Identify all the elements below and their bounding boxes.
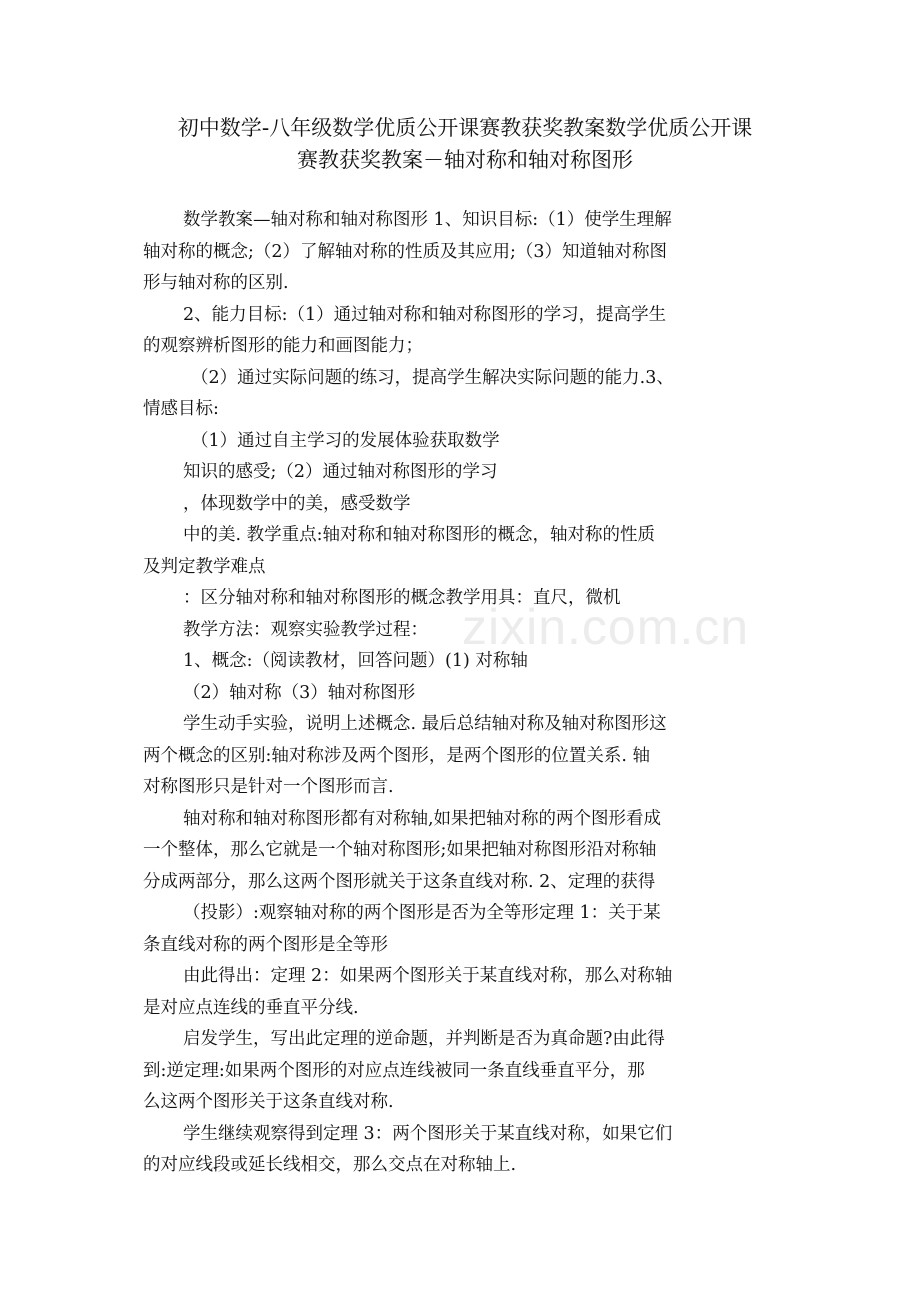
text-line: 条直线对称的两个图形是全等形 <box>143 934 388 955</box>
text-line: 2、能力目标:（1）通过轴对称和轴对称图形的学习，提高学生 <box>183 304 667 325</box>
text-line: 情感目标: <box>143 399 219 419</box>
text-line: 教学方法：观察实验教学过程： <box>183 619 428 640</box>
title-line-2: 赛教获奖教案－轴对称和轴对称图形 <box>297 148 633 172</box>
text-line: 两个概念的区别:轴对称涉及两个图形，是两个图形的位置关系. 轴 <box>143 745 651 766</box>
paragraph <box>143 426 788 710</box>
paragraph <box>143 205 788 300</box>
text-line: 么这两个图形关于这条直线对称. <box>143 1092 394 1112</box>
text-line: 启发学生，写出此定理的逆命题，并判断是否为真命题?由此得 <box>183 1029 665 1049</box>
document-title <box>140 112 790 176</box>
document-body <box>143 205 788 1182</box>
paragraph <box>143 1119 788 1182</box>
text-line: 轴对称和轴对称图形都有对称轴,如果把轴对称的两个图形看成 <box>183 808 662 829</box>
text-line: 学生动手实验，说明上述概念. 最后总结轴对称及轴对称图形这 <box>183 714 667 734</box>
paragraph <box>143 709 788 804</box>
text-line: 及判定教学难点 <box>143 556 266 577</box>
text-line: 由此得出：定理 2：如果两个图形关于某直线对称，那么对称轴 <box>183 966 673 986</box>
text-line: （2）轴对称（3）轴对称图形 <box>183 682 416 703</box>
text-line: 1、概念:（阅读教材，回答问题）(1) 对称轴 <box>183 651 528 671</box>
text-line: 数学教案—轴对称和轴对称图形 1、知识目标:（1）使学生理解 <box>183 210 672 230</box>
paragraph <box>143 1024 788 1119</box>
text-line: （投影）:观察轴对称的两个图形是否为全等形定理 1：关于某 <box>183 903 661 923</box>
paragraph <box>143 300 788 363</box>
text-line: 形与轴对称的区别. <box>143 273 289 293</box>
text-line: 一个整体，那么它就是一个轴对称图形;如果把轴对称图形沿对称轴 <box>143 840 657 860</box>
text-line: 分成两部分，那么这两个图形就关于这条直线对称. 2、定理的获得 <box>143 871 656 892</box>
paragraph <box>143 961 788 1024</box>
paragraph <box>143 804 788 962</box>
text-line: 知识的感受;（2）通过轴对称图形的学习 <box>183 462 498 482</box>
text-line: （2）通过实际问题的练习，提高学生解决实际问题的能力.3、 <box>191 367 674 388</box>
text-line: （1）通过自主学习的发展体验获取数学 <box>191 430 500 451</box>
text-line: ，体现数学中的美，感受数学 <box>183 493 411 514</box>
text-line: 的观察辨析图形的能力和画图能力； <box>143 336 423 356</box>
paragraph <box>143 363 788 426</box>
text-line: 是对应点连线的垂直平分线. <box>143 997 359 1018</box>
watermark-text: zixin.com.cn <box>462 599 750 655</box>
text-line: 轴对称的概念;（2）了解轴对称的性质及其应用;（3）知道轴对称图 <box>143 241 668 262</box>
text-line: 的对应线段或延长线相交，那么交点在对称轴上. <box>143 1155 517 1175</box>
text-line: 对称图形只是针对一个图形而言. <box>143 777 394 797</box>
text-line: 中的美. 教学重点:轴对称和轴对称图形的概念，轴对称的性质 <box>183 525 656 545</box>
text-line: 到:逆定理:如果两个图形的对应点连线被同一条直线垂直平分，那 <box>143 1060 645 1081</box>
title-line-1: 初中数学-八年级数学优质公开课赛教获奖教案数学优质公开课 <box>177 116 753 140</box>
text-line: ：区分轴对称和轴对称图形的概念教学用具：直尺，微机 <box>183 588 621 608</box>
text-line: 学生继续观察得到定理 3：两个图形关于某直线对称，如果它们 <box>183 1123 673 1144</box>
